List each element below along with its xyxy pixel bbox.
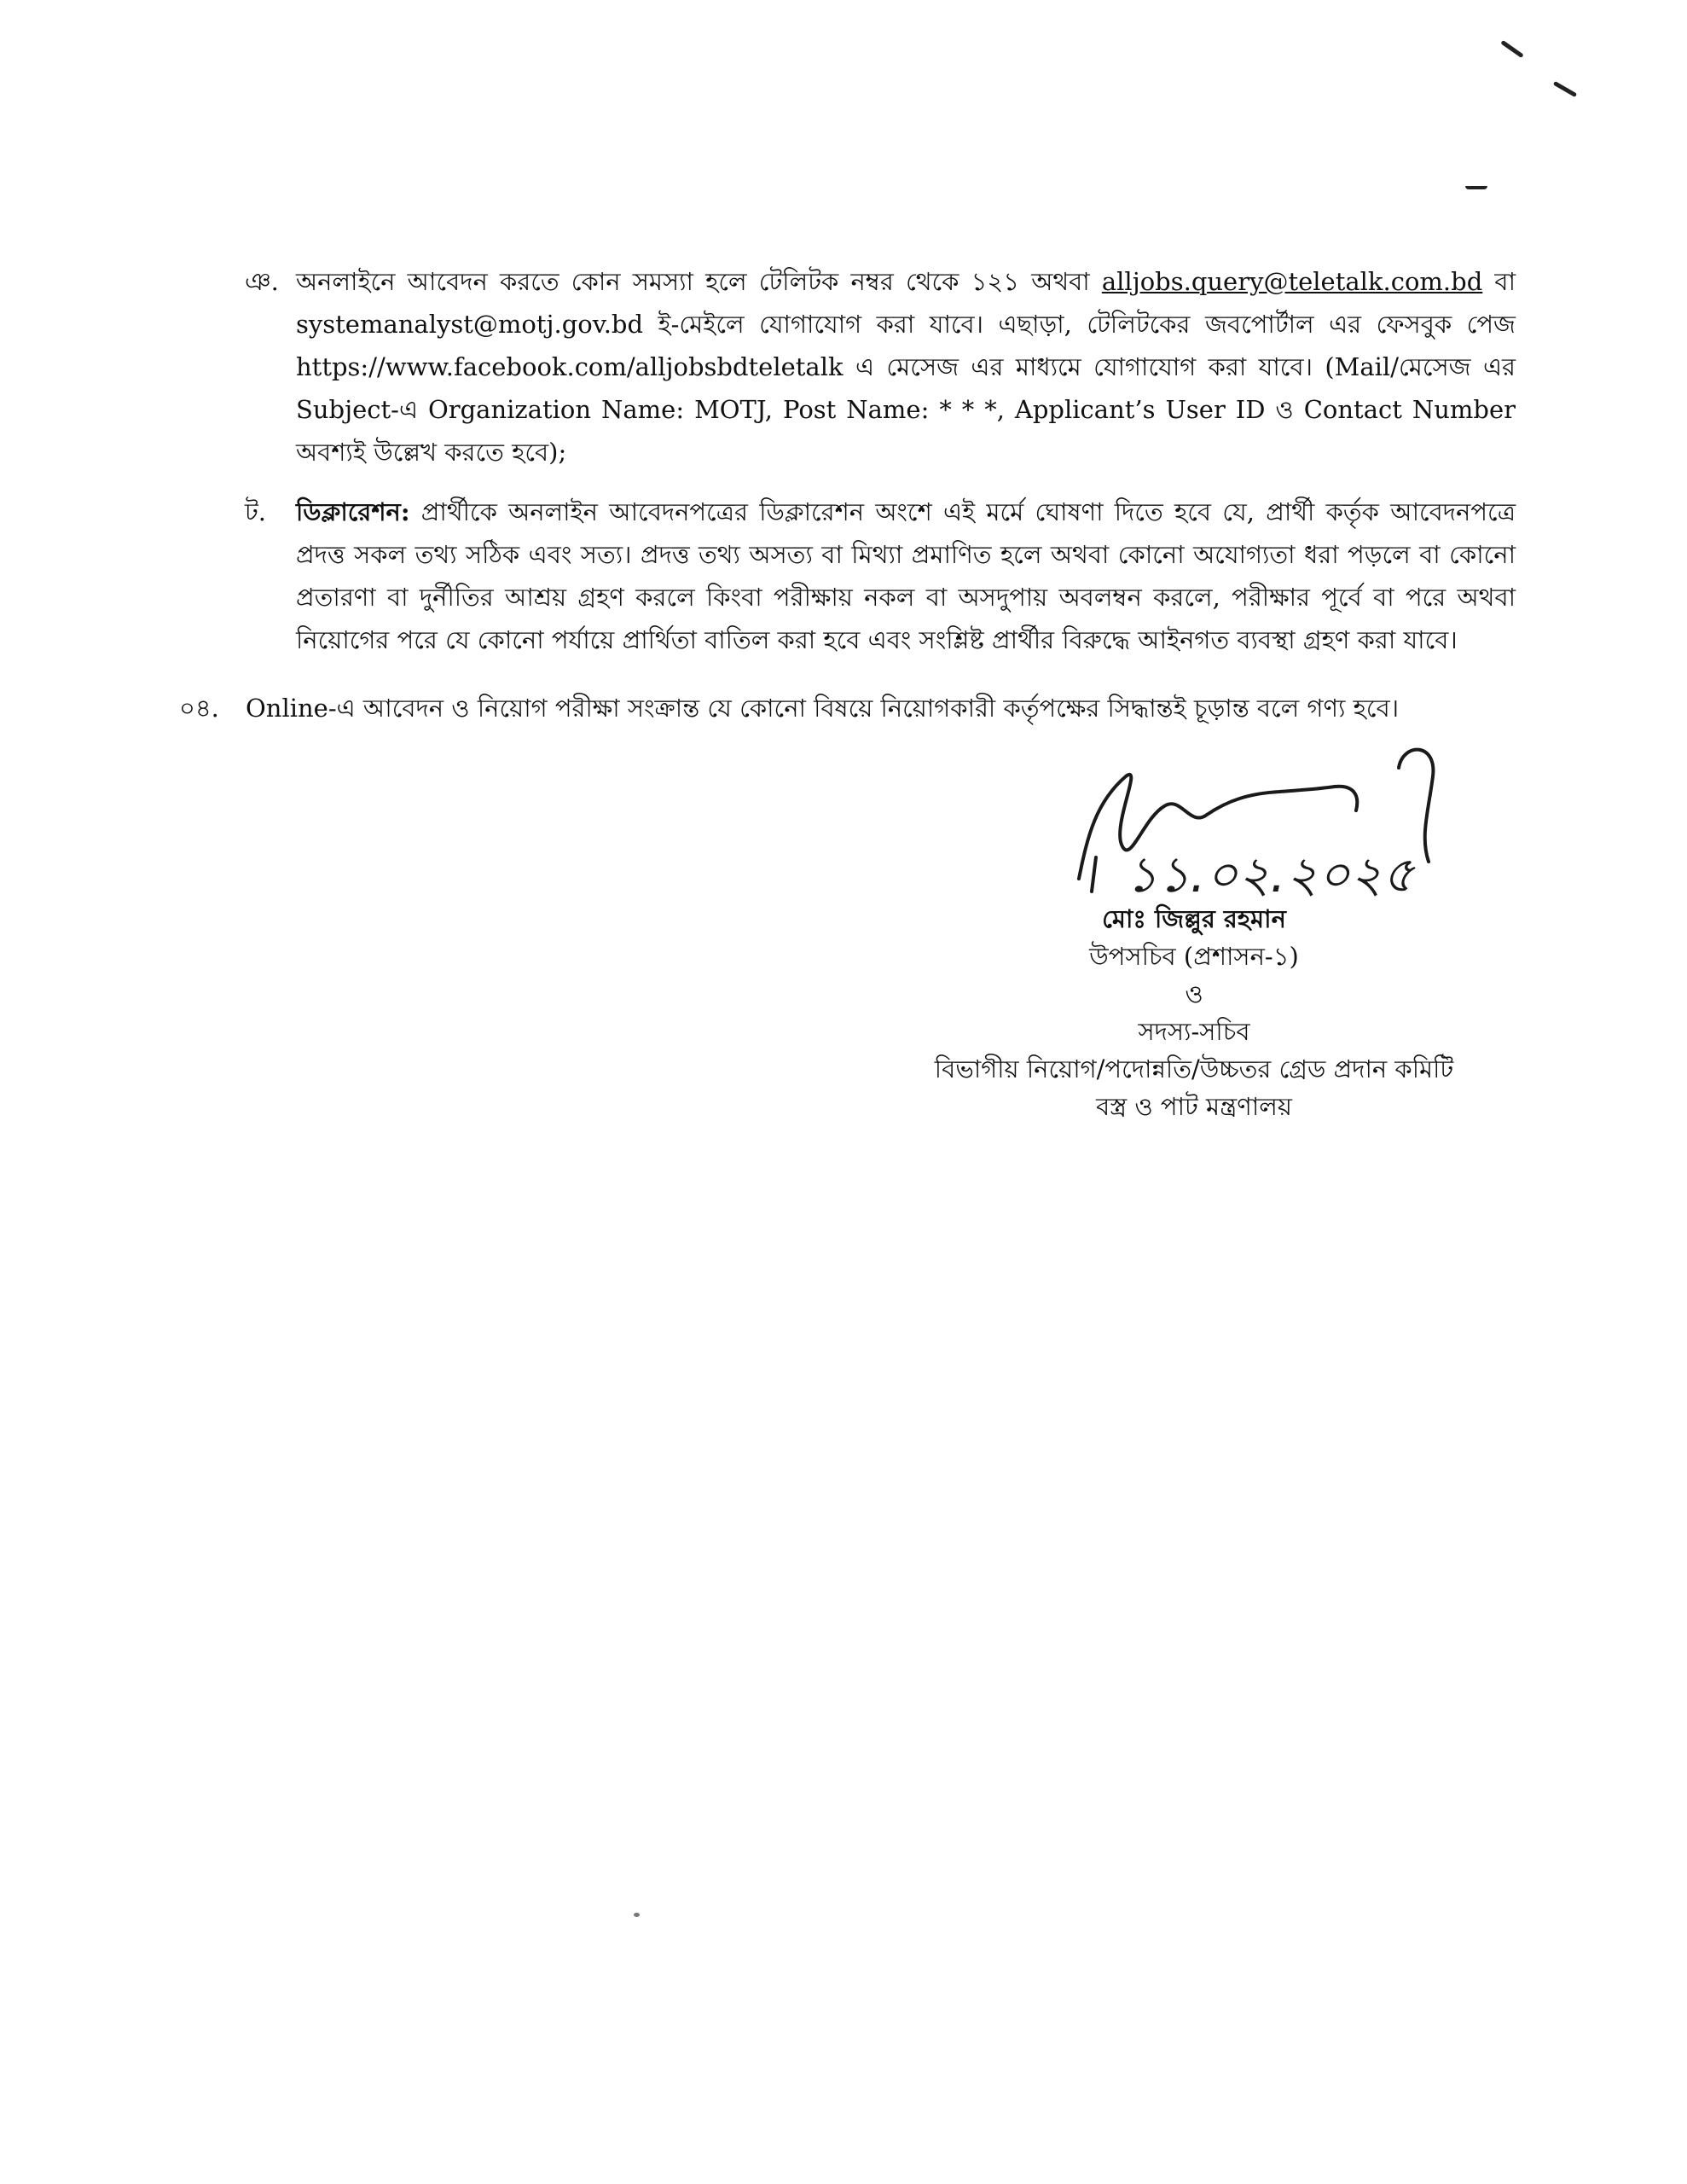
signatory-ministry: বস্ত্র ও পাট মন্ত্রণালয় <box>1096 1092 1292 1121</box>
section-number: ০৪. <box>179 694 219 723</box>
list-item-contact <box>245 260 1516 473</box>
signature-block <box>887 900 1501 1125</box>
section-text: Online-এ আবেদন ও নিয়োগ পরীক্ষা সংক্রান্ত যে কোনো বিষয়ে নিয়োগকারী কর্তৃপক্ষের সিদ্ধান্তই চূড়ান্ত বলে গণ্য হবে। <box>246 694 1400 723</box>
item-text: অনলাইনে আবেদন করতে কোন সমস্যা হলে টেলিটক নম্বর থেকে ১২১ অথবা alljobs.query@teletalk.com.bd বা systemanalyst@motj.gov.bd ই-মেইলে যোগাযোগ করা যাবে। এছাড়া, টেলিটকের জবপোর্টাল এর ফেসবুক পেজ https://www.facebook.com/alljobsbdteletalk এ মেসেজ এর মাধ্যমে যোগাযোগ করা যাবে। (Mail/মেসেজ এর Subject-এ Organization Name: MOTJ, Post Name: * * *, Applicant’s User ID ও Contact Number অবশ্যই উল্লেখ করতে হবে); <box>296 267 1516 467</box>
signatory-committee: বিভাগীয় নিয়োগ/পদোন্নতি/উচ্চতর গ্রেড প্রদান কমিটি <box>934 1054 1454 1083</box>
declaration-heading: ডিক্লারেশন: <box>296 497 410 526</box>
scan-dot <box>634 1913 640 1917</box>
signatory-name: মোঃ জিল্লুর রহমান <box>1102 904 1286 933</box>
signatory-role: সদস্য-সচিব <box>1138 1017 1250 1046</box>
signatory-designation: উপসচিব (প্রশাসন-১) <box>1089 942 1299 971</box>
scan-mark <box>1553 81 1577 97</box>
signature <box>1062 742 1505 904</box>
item-text: ডিক্লারেশন: প্রার্থীকে অনলাইন আবেদনপত্রের ডিক্লারেশন অংশে এই মর্মে ঘোষণা দিতে হবে যে, প্রার্থী কর্তৃক আবেদনপত্রে প্রদত্ত সকল তথ্য সঠিক এবং সত্য। প্রদত্ত তথ্য অসত্য বা মিথ্যা প্রমাণিত হলে অথবা কোনো অযোগ্যতা ধরা পড়লে বা কোনো প্রতারণা বা দুর্নীতির আশ্রয় গ্রহণ করলে কিংবা পরীক্ষায় নকল বা অসদুপায় অবলম্বন করলে, পরীক্ষার পূর্বে বা পরে অথবা নিয়োগের পরে যে কোনো পর্যায়ে প্রার্থিতা বাতিল করা হবে এবং সংশ্লিষ্ট প্রার্থীর বিরুদ্ধে আইনগত ব্যবস্থা গ্রহণ করা যাবে। <box>296 497 1516 654</box>
email-link[interactable]: alljobs.query@teletalk.com.bd <box>1101 267 1483 296</box>
signatory-conjunction: ও <box>1185 979 1203 1008</box>
item-marker: ট. <box>245 497 267 526</box>
list-item-declaration <box>245 491 1516 661</box>
scan-mark <box>1465 186 1487 189</box>
scan-mark <box>1500 40 1523 58</box>
item-marker: ঞ. <box>245 267 279 296</box>
signature-date: ১১.০২.২০২৫ <box>1126 845 1415 903</box>
